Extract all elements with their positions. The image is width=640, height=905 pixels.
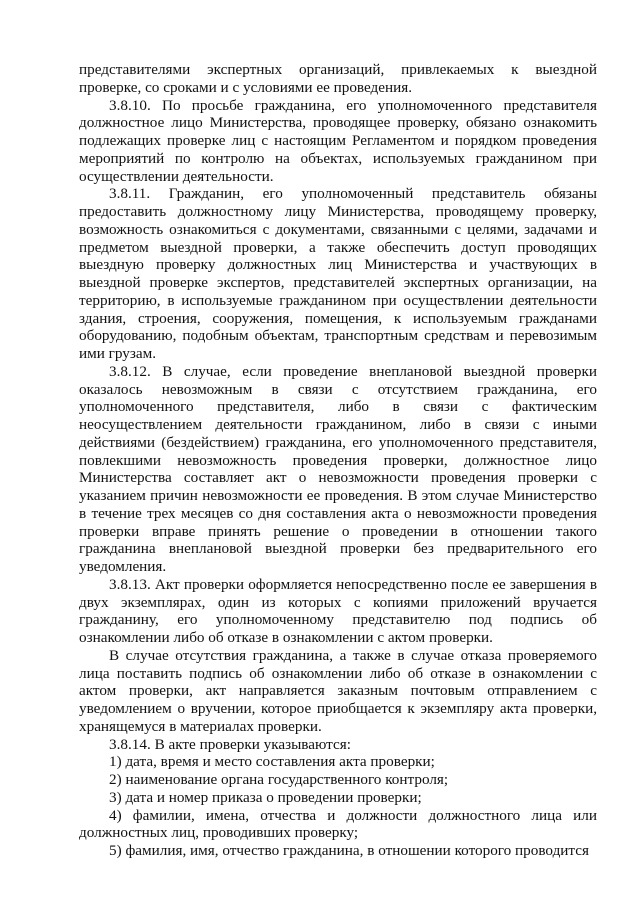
document-page [79,61,597,860]
paragraph-3-8-10: 3.8.10. По просьбе гражданина, его уполномоченного представителя должностное лицо Министерства, проводящее проверку, обязано ознакомить подлежащих проверке лиц с настоящим Регламентом и порядком проведения мероприятий по контролю на объектах, используемых гражданином при осуществлении деятельности. [79,96,597,185]
paragraph-3-8-14: 3.8.14. В акте проверки указываются: [109,735,351,753]
paragraph-continuation: представителями экспертных организаций, привлекаемых к выездной проверке, со сроками и с условиями ее проведения. [79,61,597,96]
paragraph-absence-case: В случае отсутствия гражданина, а также в случае отказа проверяемого лица поставить подпись об ознакомлении либо об отказе в ознакомлении с актом проверки, акт направляется заказным почтовым отправлением с уведомлением о вручении, которое приобщается к экземпляру акта проверки, хранящемуся в материалах проверки. [79,646,597,735]
list-item-4: 4) фамилии, имена, отчества и должности должностного лица или должностных лиц, проводивших проверку; [79,806,597,842]
paragraph-3-8-12: 3.8.12. В случае, если проведение внеплановой выездной проверки оказалось невозможным в связи с отсутствием гражданина, его уполномоченного представителя, либо в связи с фактическим неосуществлением деятельности гражданином, либо в связи с иными действиями (бездействием) гражданина, его уполномоченного представителя, повлекшими невозможность проведения проверки, должностное лицо Министерства составляет акт о невозможности проведения проверки с указанием причин невозможности ее проведения. В этом случае Министерство в течение трех месяцев со дня составления акта о невозможности проведения проверки вправе принять решение о проведении в отношении такого гражданина внеплановой выездной проверки без предварительного его уведомления. [79,362,597,575]
list-item-3: 3) дата и номер приказа о проведении проверки; [109,788,422,806]
paragraph-3-8-11: 3.8.11. Гражданин, его уполномоченный представитель обязаны предоставить должностному лицу Министерства, проводящему проверку, возможность ознакомиться с документами, связанными с целями, задачами и предметом выездной проверки, а также обеспечить доступ проводящих выездную проверку должностных лиц Министерства и участвующих в выездной проверке экспертов, представителей экспертных организации, на территорию, в используемые гражданином при осуществлении деятельности здания, строения, сооружения, помещения, к используемым гражданами оборудованию, подобным объектам, транспортным средствам и перевозимым ими грузам. [79,185,597,362]
list-item-2: 2) наименование органа государственного контроля; [109,771,449,788]
paragraph-3-8-13: 3.8.13. Акт проверки оформляется непосредственно после ее завершения в двух экземплярах, один из которых с копиями приложений вручается гражданину, его уполномоченному представителю под подпись об ознакомлении либо об отказе в ознакомлении с актом проверки. [79,575,597,646]
list-item-5: 5) фамилия, имя, отчество гражданина, в отношении которого проводится [109,842,589,859]
list-item-1: 1) дата, время и место составления акта проверки; [109,753,435,771]
